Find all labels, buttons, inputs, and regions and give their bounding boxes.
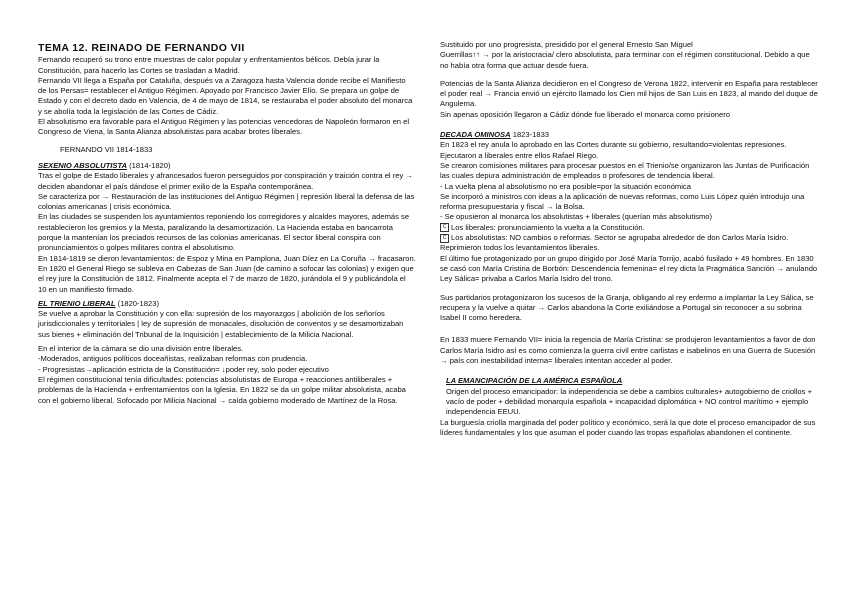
sexenio-heading: SEXENIO ABSOLUTISTA [38, 160, 128, 170]
continuation-paragraph: Sustituido por uno progresista, presidido por el general Ernesto San Miguel [440, 40, 693, 49]
sexenio-paragraph: Tras el golpe de Estado liberales y afrancesados fueron perseguidos por conspiración y traición contra el rey → deciden abandonar el país dándose el primer exilio de la España contemporánea. [38, 171, 413, 191]
trienio-dates: (1820-1823) [115, 298, 159, 308]
muerte-paragraph: En 1833 muere Fernando VII= inicia la regencia de María Cristina: se produjeron levantamientos a favor de don Carlos María Isidro así es como comienza la guerra civil entre carlistas e isabelinos en una Guerra de Sucesión → país con inestabilidad interna= liberales intentan acceder al poder. [440, 335, 816, 366]
left-column [38, 0, 416, 406]
emancipacion-heading: LA EMANCIPACIÓN DE LA AMÉRICA ESPAÑOLA [446, 376, 623, 386]
trienio-heading: EL TRIENIO LIBERAL [38, 298, 116, 308]
emancipacion-paragraph: Origen del proceso emancipador: la independencia se debe a cambios culturales+ autogobierno de criollos + vacío de poder + debilidad monarquía española + incapacidad diplomática + NO control marítimo + ejemplo independencia EEUU. [446, 386, 812, 417]
sexenio-paragraph: En 1820 el General Riego se subleva en Cabezas de San Juan (de camino a sofocar las colonias) y exigen que el rey jure la Constitución de 1812. Finalmente acepta el 7 de marzo de 1820, jurándola el 9 y publicándola el 10 en un manifiesto firmado. [38, 263, 414, 294]
decada-paragraph: El último fue protagonizado por un grupo dirigido por José María Torrijo, acabó fusilado + 49 hombres. En 1830 se casó con María Cristina de Borbón: Descendencia femenina= el rey dicta la Pragmática Sanción → anulando Ley Sálica= privaba a Carlos María Isidro del trono. [440, 253, 818, 284]
checkbox-icon: C [440, 223, 449, 232]
page-title: TEMA 12. REINADO DE FERNANDO VII [38, 42, 245, 54]
emancipacion-paragraph: La burguesía criolla marginada del poder político y económico, será la que dote el proceso emancipador de sus líderes fundamentales y los que asuman el poder cuando las tropas españolas abandonen el continente. [440, 417, 816, 437]
decada-paragraph: Se crearon comisiones militares para procesar puestos en el Trienio/se organizaron las Juntas de Purificación las cuales depura administración de empleados o profesores de tendencia liberal. [440, 160, 810, 181]
decada-dates: 1823-1833 [510, 130, 550, 140]
right-column [440, 40, 818, 438]
intro-paragraph: El absolutismo era favorable para el Antiguo Régimen y las potencias vencedoras de Napoleón formaron en el Congreso de Viena, la Santa Alianza absolutistas para acabar brotes liberales. [38, 117, 410, 137]
continuation-paragraph: Guerrillas↑↑ → por la aristocracia/ clero absolutista, para terminar con el régimen constitucional. Debido a que no había otra forma que actuar desde fuera. [440, 50, 810, 70]
sexenio-paragraph: Se caracteriza por → Restauración de las instituciones del Antiguo Régimen | represión liberal la defensa de las colonias americanas | crisis económica. [38, 191, 415, 212]
trienio-heading-line [38, 299, 416, 309]
sexenio-paragraph: En las ciudades se suspenden los ayuntamientos reponiendo los corregidores y alcaldes mayores, además se restablecieron los gremios y la Mesta, paralizando la desamortización. La Hacienda estaba en bancarrota porque la mantenían los preciados recursos de las colonias americanas. El sector liberal conspira con pronunciamientos o golpes militares contra el absolutismo. [38, 212, 410, 253]
sexenio-heading-line [38, 161, 416, 171]
decada-heading: DECADA OMINOSA [440, 130, 511, 140]
trienio-paragraph: El régimen constitucional tenía dificultades: potencias absolutistas de Europa + reacciones antiliberales + problemas de la Hacienda + enfrentamientos con la Iglesia. En 1822 se da un golpe militar absolutista, acaba con el gobierno liberal. Sofocado por Milicia Nacional → caída gobierno moderado de Martínez de la Rosa. [38, 374, 406, 405]
sexenio-paragraph: En 1814-1819 se dieron levantamientos: de Espoz y Mina en Pamplona, Juan Díez en La Coruña → fracasaron. [38, 253, 416, 263]
partidarios-paragraph: Sus partidarios protagonizaron los sucesos de la Granja, obligando al rey enfermo a implantar la Ley Sálica, se recupera y la vuelve a quitar → Carlos abandona la Corte exiliándose a Portugal sin reconocer a su sobrina Isabel II como heredera. [440, 292, 814, 323]
decada-heading-line [440, 130, 818, 140]
decada-item: C Los liberales: pronunciamiento la vuelta a la Constitución. [440, 223, 818, 233]
decada-paragraph: - La vuelta plena al absolutismo no era posible=por la situación económica [440, 181, 691, 191]
potencias-paragraph: Potencias de la Santa Alianza decidieron en el Congreso de Verona 1822, intervenir en España para restablecer el poder real → Francia envió un ejército llamado los Cien mil hijos de San Luis en 1823, al mando del duque de Angulema. [440, 78, 818, 109]
intro-paragraph: Fernando VII llega a España por Cataluña, después va a Zaragoza hasta Valencia donde recibe el Manifiesto de los Persas= restablecer el Antiguo Régimen. Apoyado por Francisco Javier Elío. Se prepara un golpe de Estado y con el decreto dado en Valencia, de 4 de mayo de 1814, se restauraba el poder absoluto del monarca y se abolía toda la legislación de las Cortes de Cádiz. [38, 75, 413, 116]
section-subtitle: FERNANDO VII 1814-1833 [60, 144, 153, 154]
decada-paragraph: En 1823 el rey anula lo aprobado en las Cortes durante su gobierno, resultando=violentas represiones. Ejecutaron a liberales entre ellos Rafael Riego. [440, 140, 787, 160]
trienio-paragraph: En el interior de la cámara se dio una división entre liberales. [38, 344, 244, 354]
sexenio-dates: (1814-1820) [127, 160, 171, 170]
decada-paragraph: Se incorporó a ministros con ideas a la aplicación de nuevas reformas, como Luis López quién introdujo una reforma presupuestaria y fiscal → la Bolsa. [440, 191, 805, 212]
checkbox-icon: C [440, 234, 449, 243]
intro-paragraph: Fernando recuperó su trono entre muestras de calor popular y enfrentamientos bélicos. Debía jurar la Constitución, para hacerlo las Cortes se trasladan a Madrid. [38, 55, 380, 75]
trienio-paragraph: Se vuelve a aprobar la Constitución y con ella: supresión de los mayorazgos | abolición de los señoríos jurisdiccionales y territoriales | ley de supresión de monacales, disolución de conventos y se desamortizaban sus bienes + eliminación del Tribunal de la Inquisición | establecimiento de la Milicia Nacional. [38, 309, 404, 339]
trienio-paragraph: - Progresistas→aplicación estricta de la Constitución= ↓poder rey, solo poder ejecutivo [38, 364, 329, 374]
decada-paragraph: - Se opusieron al monarca los absolutistas + liberales (querían más absolutismo) [440, 212, 713, 222]
trienio-paragraph: -Moderados, antiguos políticos doceañistas, realizaban reformas con prudencia. [38, 354, 308, 364]
decada-item: C Los absolutistas: NO cambios o reformas. Sector se agrupaba alrededor de don Carlos María Isidro. Reprimieron todos los levantamientos liberales. [440, 233, 789, 253]
potencias-paragraph: Sin apenas oposición llegaron a Cádiz dónde fue liberado el monarca como prisionero [440, 109, 731, 119]
